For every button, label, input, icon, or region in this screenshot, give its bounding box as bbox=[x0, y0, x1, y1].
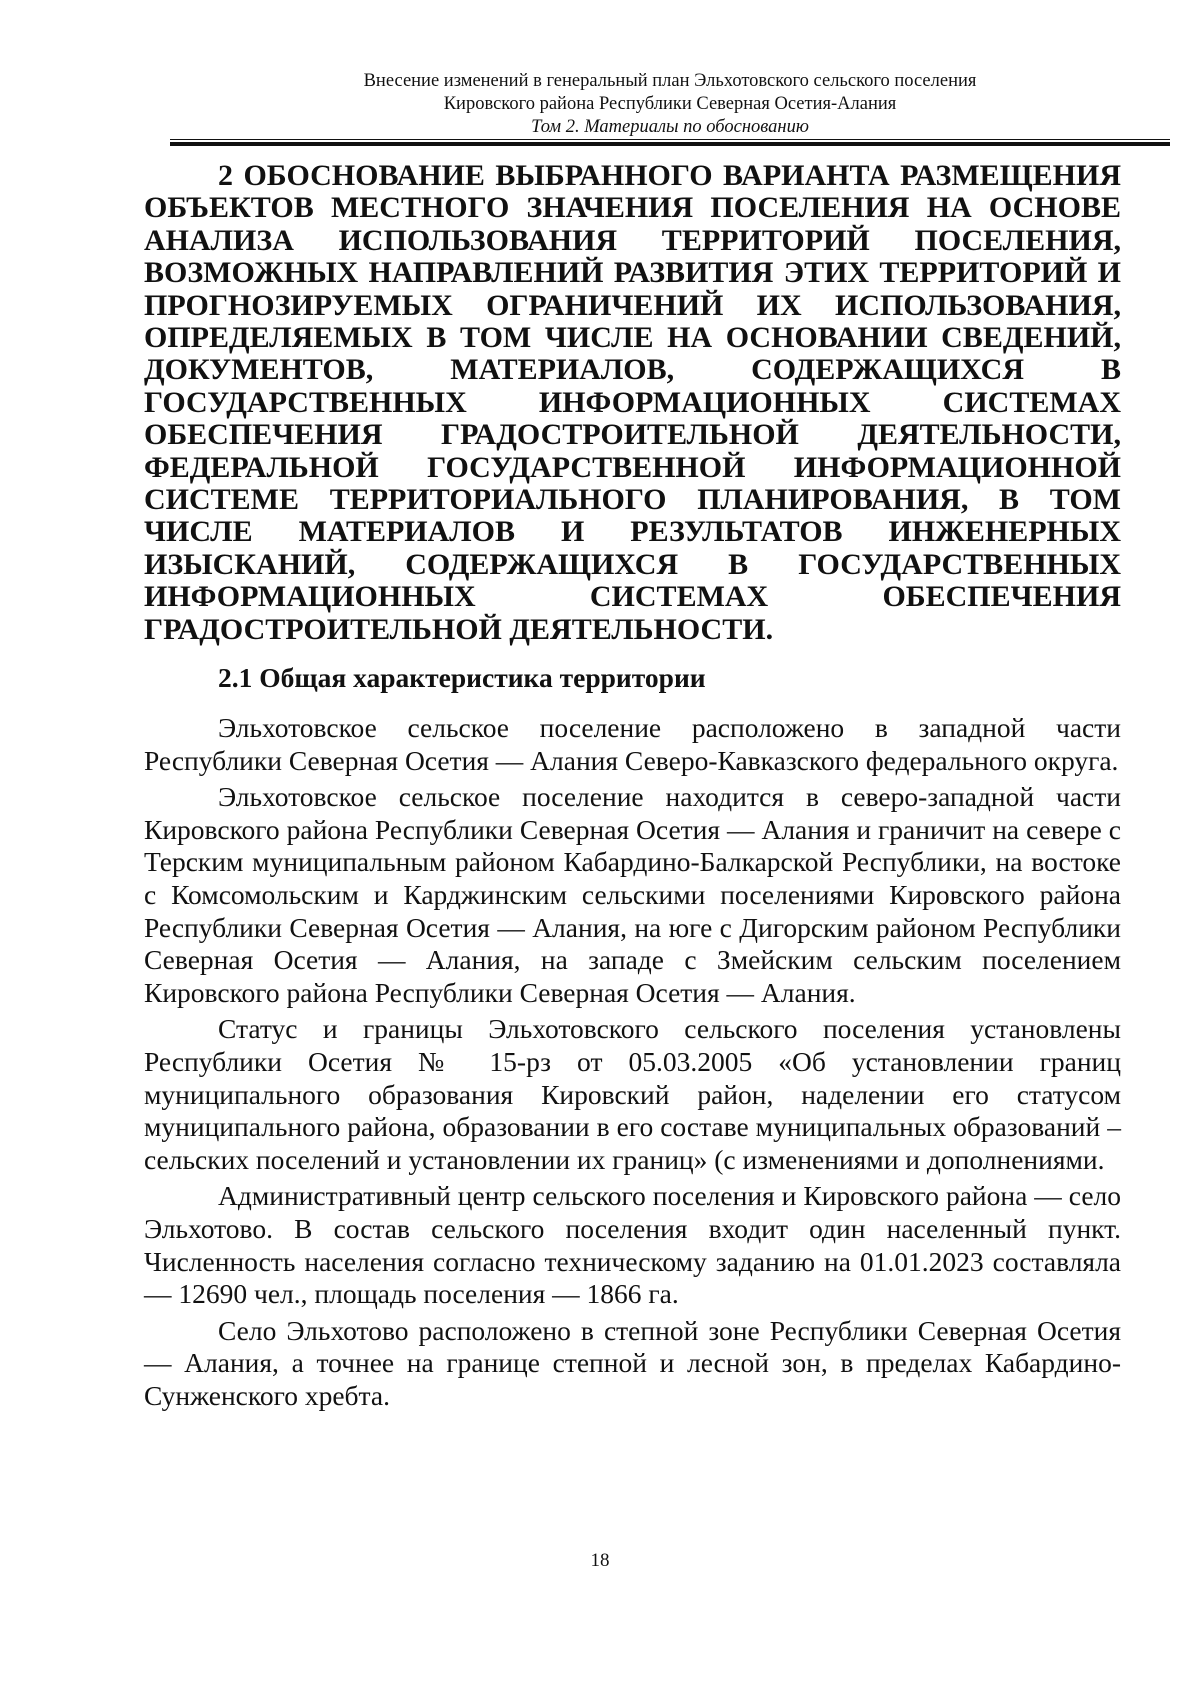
subsection-heading: 2.1 Общая характеристика территории bbox=[218, 662, 706, 694]
header-title-line-2: Кировского района Республики Северная Осетия-Алания bbox=[443, 94, 897, 114]
running-header bbox=[170, 70, 1170, 139]
header-volume-line: Том 2. Материалы по обоснованию bbox=[531, 117, 809, 137]
body-paragraph: Административный центр сельского поселения и Кировского района — село Эльхотово. В состав сельского поселения входит один населенный пункт. Численность населения согласно техническому заданию на 01.01.2023 составляла — 12690 чел., площадь поселения — 1866 га. bbox=[144, 1180, 1121, 1310]
page-body bbox=[144, 160, 1121, 1413]
page-number: 18 bbox=[590, 1550, 610, 1571]
header-divider bbox=[170, 139, 1170, 146]
body-paragraph: Эльхотовское сельское поселение находится в северо-западной части Кировского района Республики Северная Осетия — Алания и граничит на севере с Терским муниципальным районом Кабардино-Балкарской Республики, на востоке с Комсомольским и Карджинским сельскими поселениями Кировского района Республики Северная Осетия — Алания, на юге с Дигорским районом Республики Северная Осетия — Алания, на западе с Змейским сельским поселением Кировского района Республики Северная Осетия — Алания. bbox=[144, 781, 1121, 1008]
body-paragraph: Село Эльхотово расположено в степной зоне Республики Северная Осетия — Алания, а точнее на границе степной и лесной зон, в пределах Кабардино-Сунженского хребта. bbox=[144, 1314, 1121, 1411]
body-paragraph: Статус и границы Эльхотовского сельского поселения установлены Республики Осетия № 15-рз от 05.03.2005 «Об установлении границ муниципального образования Кировский район, наделении его статусом муниципального района, образовании в его составе муниципальных образований – сельских поселений и установлении их границ» (с изменениями и дополнениями. bbox=[144, 1013, 1121, 1175]
header-title-line-1: Внесение изменений в генеральный план Эльхотовского сельского поселения bbox=[363, 71, 977, 91]
section-heading: 2 ОБОСНОВАНИЕ ВЫБРАННОГО ВАРИАНТА РАЗМЕЩЕНИЯ ОБЪЕКТОВ МЕСТНОГО ЗНАЧЕНИЯ ПОСЕЛЕНИЯ НА ОСНОВЕ АНАЛИЗА ИСПОЛЬЗОВАНИЯ ТЕРРИТОРИЙ ПОСЕЛЕНИЯ, ВОЗМОЖНЫХ НАПРАВЛЕНИЙ РАЗВИТИЯ ЭТИХ ТЕРРИТОРИЙ И ПРОГНОЗИРУЕМЫХ ОГРАНИЧЕНИЙ ИХ ИСПОЛЬЗОВАНИЯ, ОПРЕДЕЛЯЕМЫХ В ТОМ ЧИСЛЕ НА ОСНОВАНИИ СВЕДЕНИЙ, ДОКУМЕНТОВ, МАТЕРИАЛОВ, СОДЕРЖАЩИХСЯ В ГОСУДАРСТВЕННЫХ ИНФОРМАЦИОННЫХ СИСТЕМАХ ОБЕСПЕЧЕНИЯ ГРАДОСТРОИТЕЛЬНОЙ ДЕЯТЕЛЬНОСТИ, ФЕДЕРАЛЬНОЙ ГОСУДАРСТВЕННОЙ ИНФОРМАЦИОННОЙ СИСТЕМЕ ТЕРРИТОРИАЛЬНОГО ПЛАНИРОВАНИЯ, В ТОМ ЧИСЛЕ МАТЕРИАЛОВ И РЕЗУЛЬТАТОВ ИНЖЕНЕРНЫХ ИЗЫСКАНИЙ, СОДЕРЖАЩИХСЯ В ГОСУДАРСТВЕННЫХ ИНФОРМАЦИОННЫХ СИСТЕМАХ ОБЕСПЕЧЕНИЯ ГРАДОСТРОИТЕЛЬНОЙ ДЕЯТЕЛЬНОСТИ. bbox=[144, 159, 1121, 646]
body-paragraph: Эльхотовское сельское поселение расположено в западной части Республики Северная Осетия — Алания Северо-Кавказского федерального округа. bbox=[144, 712, 1121, 776]
